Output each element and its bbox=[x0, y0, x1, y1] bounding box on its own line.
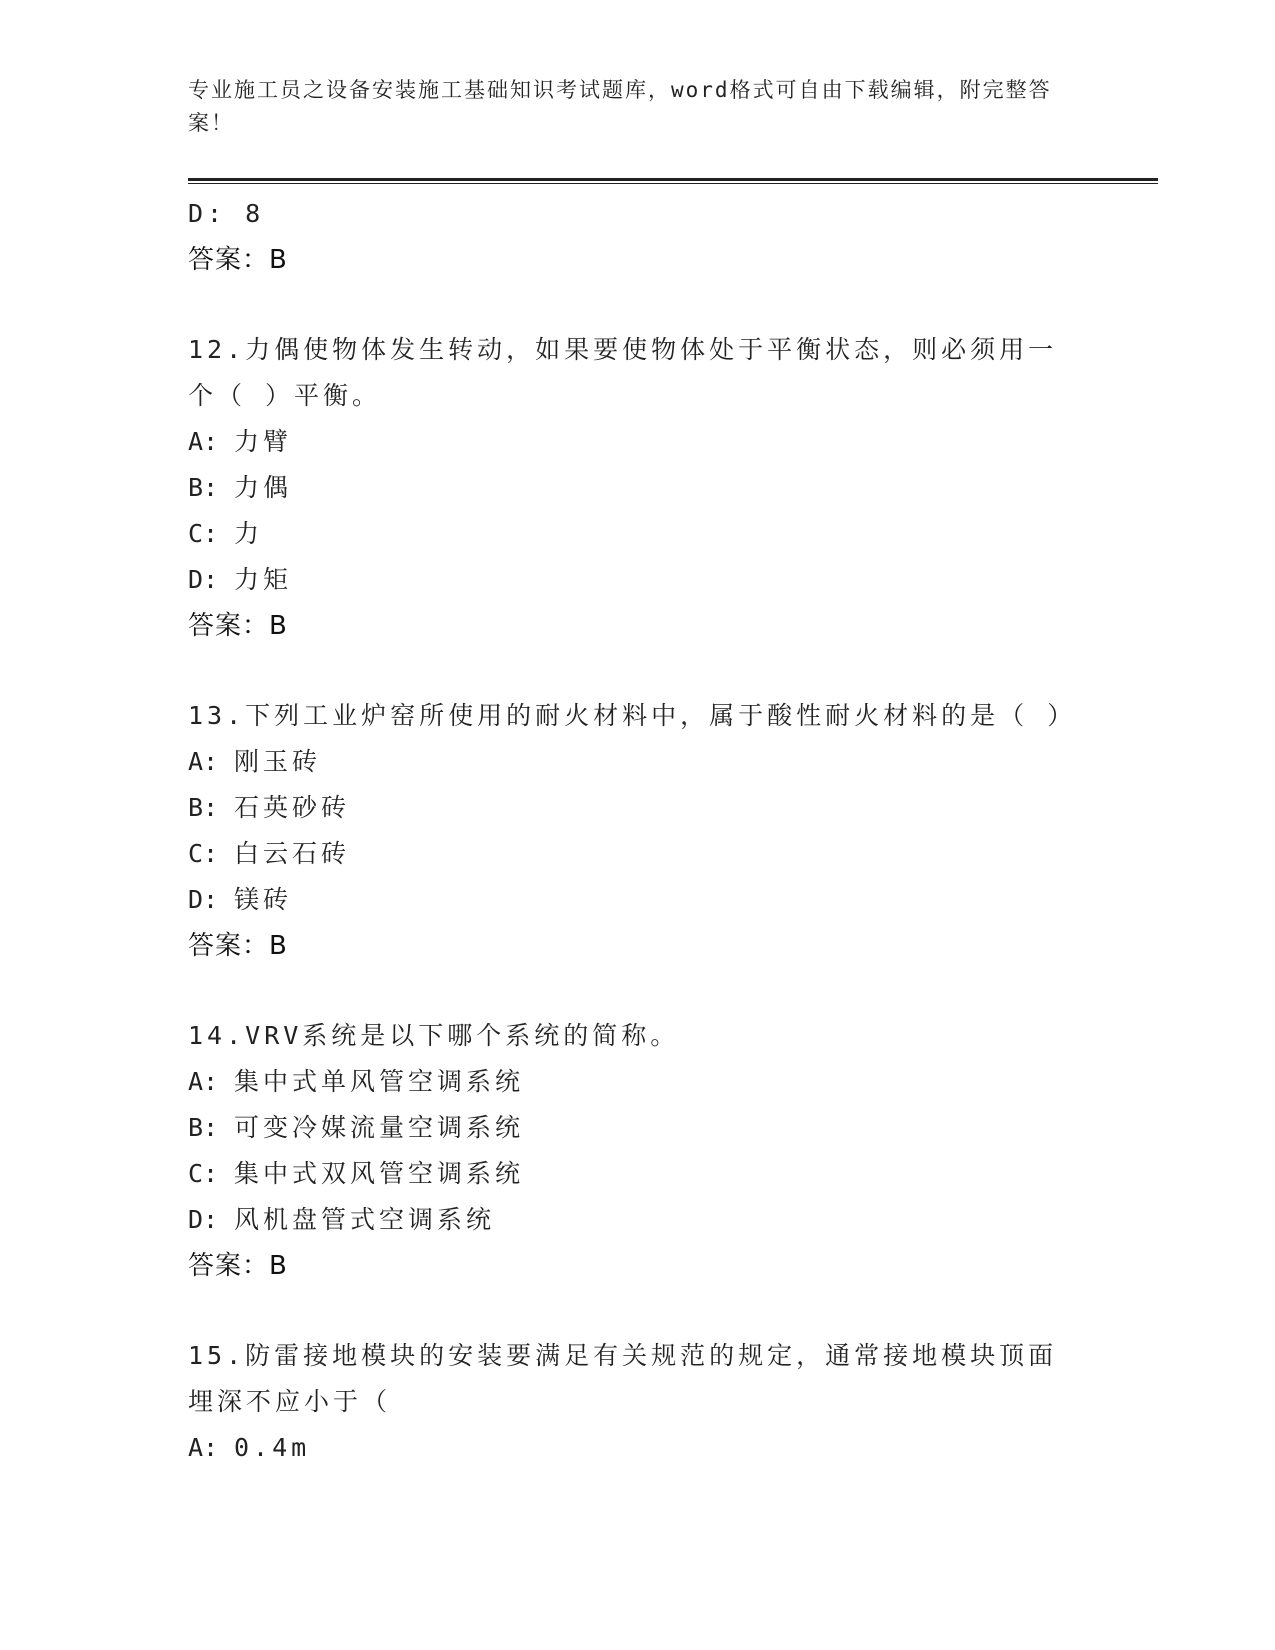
option-text: 可变冷媒流量空调系统 bbox=[234, 1113, 525, 1142]
option-a bbox=[188, 419, 1088, 465]
option-d bbox=[188, 877, 1088, 923]
option-text: 力矩 bbox=[234, 565, 293, 594]
prev-option-d: D: 8 bbox=[188, 199, 265, 228]
option-label: D: bbox=[188, 565, 219, 594]
question-text: 13.下列工业炉窑所使用的耐火材料中，属于酸性耐火材料的是（ ） bbox=[188, 701, 1077, 730]
question-text: 15.防雷接地模块的安装要满足有关规范的规定，通常接地模块顶面埋深不应小于（ bbox=[188, 1341, 1058, 1416]
option-label: D: bbox=[188, 885, 219, 914]
option-text: 刚玉砖 bbox=[234, 747, 322, 776]
option-d bbox=[188, 557, 1088, 603]
option-text: 0.4m bbox=[234, 1433, 311, 1462]
option-text: 风机盘管式空调系统 bbox=[234, 1205, 496, 1234]
option-label: C: bbox=[188, 1159, 219, 1188]
option-text: 集中式双风管空调系统 bbox=[234, 1159, 525, 1188]
option-text: 石英砂砖 bbox=[234, 793, 351, 822]
question-text: 14.VRV系统是以下哪个系统的简称。 bbox=[188, 1021, 680, 1050]
option-text: 力 bbox=[234, 519, 264, 548]
option-label: A: bbox=[188, 1433, 219, 1462]
option-text: 镁砖 bbox=[234, 885, 293, 914]
option-label: A: bbox=[188, 747, 219, 776]
option-text: 力臂 bbox=[234, 427, 293, 456]
question-13 bbox=[188, 693, 1088, 969]
option-label: A: bbox=[188, 1067, 219, 1096]
option-c bbox=[188, 511, 1088, 557]
option-b bbox=[188, 785, 1088, 831]
question-text: 12.力偶使物体发生转动，如果要使物体处于平衡状态，则必须用一个（ ）平衡。 bbox=[188, 335, 1058, 410]
answer: 答案：B bbox=[188, 611, 288, 641]
page-header: 专业施工员之设备安装施工基础知识考试题库，word格式可自由下载编辑，附完整答案！ bbox=[188, 78, 1052, 135]
question-12 bbox=[188, 327, 1088, 649]
option-label: B: bbox=[188, 1113, 219, 1142]
option-c bbox=[188, 831, 1088, 877]
option-d bbox=[188, 1197, 1088, 1243]
option-label: C: bbox=[188, 839, 219, 868]
option-b bbox=[188, 465, 1088, 511]
option-c bbox=[188, 1151, 1088, 1197]
header-divider-thin bbox=[188, 183, 1158, 184]
document-body bbox=[188, 191, 1088, 1471]
header-divider bbox=[188, 178, 1158, 181]
prev-answer: 答案：B bbox=[188, 245, 288, 275]
option-label: B: bbox=[188, 473, 219, 502]
option-text: 白云石砖 bbox=[234, 839, 351, 868]
option-a bbox=[188, 1425, 1088, 1471]
option-text: 集中式单风管空调系统 bbox=[234, 1067, 525, 1096]
option-label: D: bbox=[188, 1205, 219, 1234]
option-label: A: bbox=[188, 427, 219, 456]
option-a bbox=[188, 1059, 1088, 1105]
option-a bbox=[188, 739, 1088, 785]
answer: 答案：B bbox=[188, 1251, 288, 1281]
answer: 答案：B bbox=[188, 931, 288, 961]
option-b bbox=[188, 1105, 1088, 1151]
question-14 bbox=[188, 1013, 1088, 1289]
option-text: 力偶 bbox=[234, 473, 293, 502]
option-label: B: bbox=[188, 793, 219, 822]
question-15 bbox=[188, 1333, 1088, 1471]
option-label: C: bbox=[188, 519, 219, 548]
